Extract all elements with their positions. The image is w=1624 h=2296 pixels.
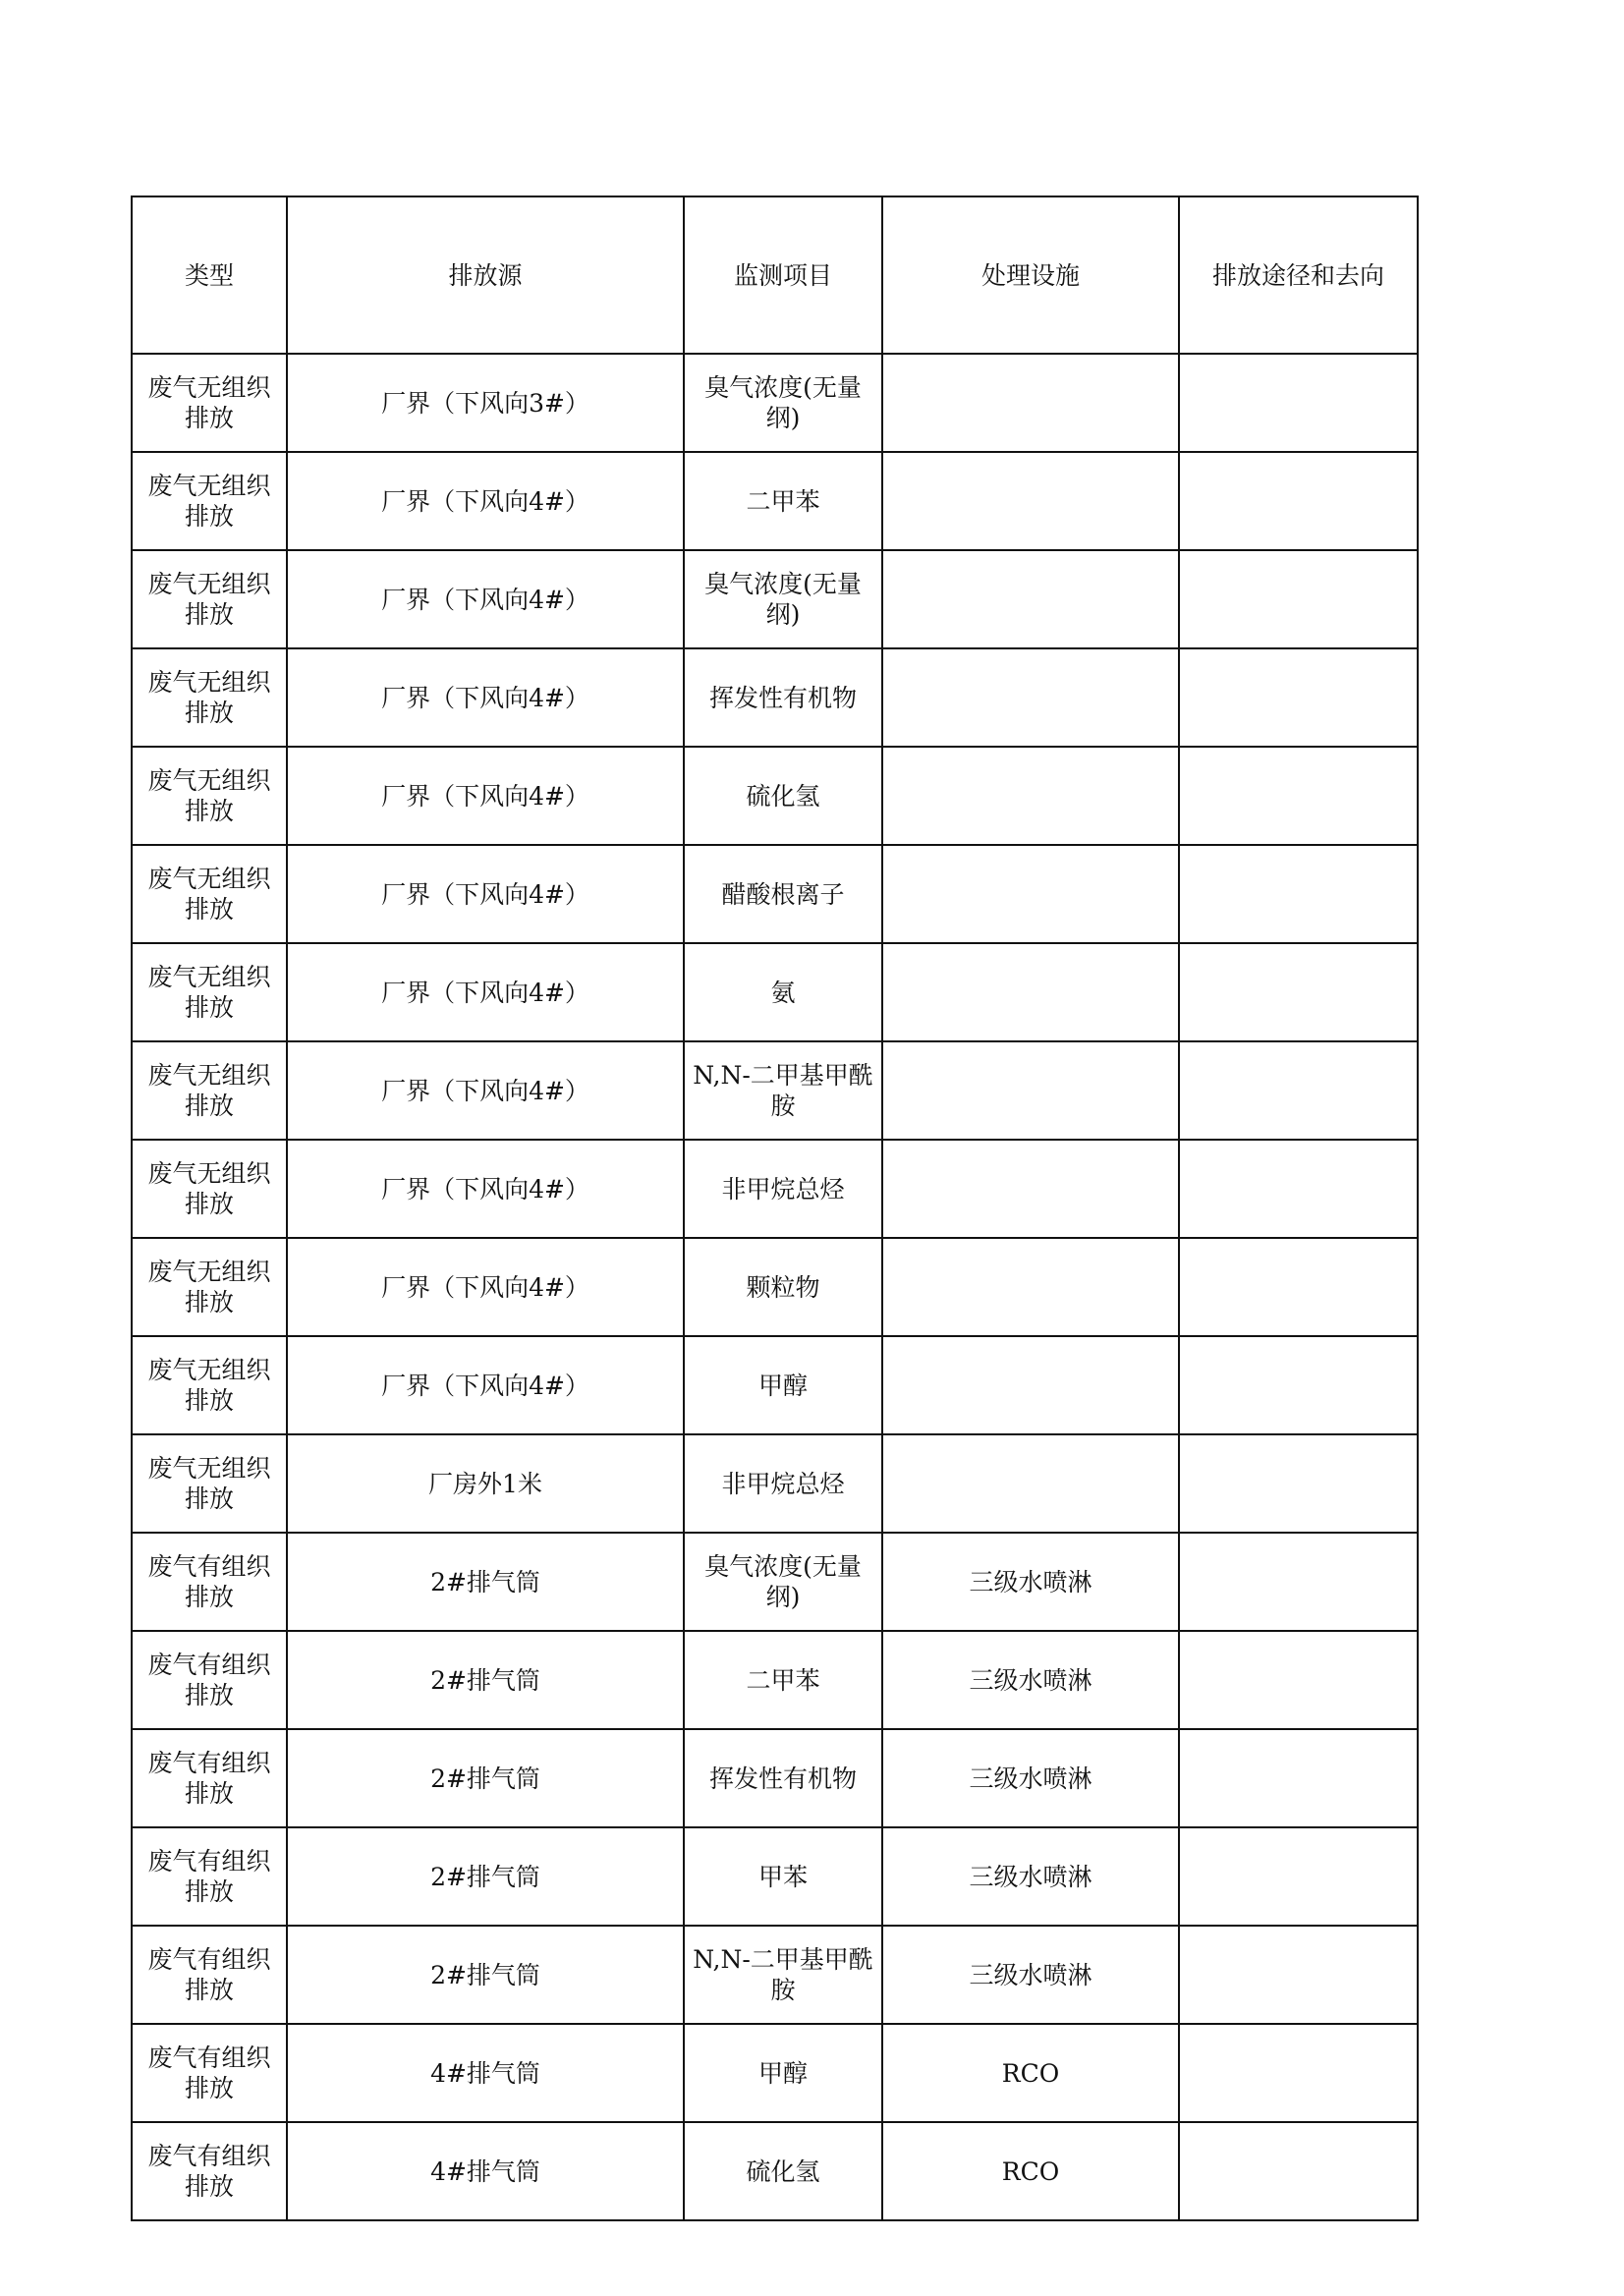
cell-source bbox=[287, 1140, 684, 1238]
cell-type-text: 废气无组织排放 bbox=[147, 1258, 271, 1316]
cell-type bbox=[132, 452, 287, 550]
cell-item bbox=[684, 1434, 882, 1533]
cell-source-text: 厂界（下风向4#） bbox=[381, 781, 589, 811]
cell-type bbox=[132, 1336, 287, 1434]
table-row bbox=[132, 845, 1418, 943]
header-facility-label: 处理设施 bbox=[980, 260, 1080, 290]
cell-route bbox=[1179, 2122, 1418, 2220]
cell-item-text: 臭气浓度(无量纲) bbox=[704, 570, 862, 629]
header-route bbox=[1179, 196, 1418, 354]
cell-type bbox=[132, 747, 287, 845]
cell-item bbox=[684, 452, 882, 550]
cell-item bbox=[684, 845, 882, 943]
cell-type bbox=[132, 1729, 287, 1827]
cell-type-text: 废气无组织排放 bbox=[147, 1356, 271, 1415]
cell-type-text: 废气无组织排放 bbox=[147, 1061, 271, 1120]
cell-facility bbox=[882, 845, 1179, 943]
cell-type bbox=[132, 1926, 287, 2024]
cell-source-text: 厂界（下风向4#） bbox=[381, 683, 589, 712]
cell-source-text: 2#排气筒 bbox=[430, 1960, 540, 1989]
table-row bbox=[132, 354, 1418, 452]
cell-item-text: 臭气浓度(无量纲) bbox=[704, 373, 862, 432]
header-type bbox=[132, 196, 287, 354]
cell-source-text: 厂界（下风向4#） bbox=[381, 879, 589, 909]
cell-item bbox=[684, 747, 882, 845]
cell-facility bbox=[882, 1041, 1179, 1140]
cell-item-text: 甲苯 bbox=[757, 1862, 808, 1891]
cell-item-text: 甲醇 bbox=[757, 1371, 808, 1400]
cell-source bbox=[287, 1827, 684, 1926]
cell-type-text: 废气无组织排放 bbox=[147, 1454, 271, 1513]
cell-type bbox=[132, 1533, 287, 1631]
cell-item-text: 非甲烷总烃 bbox=[721, 1174, 845, 1204]
cell-source-text: 厂界（下风向4#） bbox=[381, 978, 589, 1007]
cell-facility-text: 三级水喷淋 bbox=[969, 1862, 1092, 1891]
cell-source-text: 厂界（下风向4#） bbox=[381, 1076, 589, 1105]
cell-route bbox=[1179, 452, 1418, 550]
cell-route bbox=[1179, 1729, 1418, 1827]
cell-facility bbox=[882, 747, 1179, 845]
monitoring-table bbox=[131, 196, 1419, 2221]
cell-type-text: 废气有组织排放 bbox=[147, 1847, 271, 1906]
cell-source-text: 2#排气筒 bbox=[430, 1764, 540, 1793]
table-row bbox=[132, 747, 1418, 845]
cell-type bbox=[132, 845, 287, 943]
cell-source bbox=[287, 550, 684, 648]
cell-item-text: 挥发性有机物 bbox=[708, 683, 857, 712]
cell-item bbox=[684, 943, 882, 1041]
table-row bbox=[132, 1140, 1418, 1238]
cell-type-text: 废气有组织排放 bbox=[147, 1552, 271, 1611]
cell-facility bbox=[882, 1729, 1179, 1827]
cell-source bbox=[287, 648, 684, 747]
cell-type bbox=[132, 943, 287, 1041]
cell-source bbox=[287, 2024, 684, 2122]
cell-item bbox=[684, 1336, 882, 1434]
cell-source bbox=[287, 1729, 684, 1827]
cell-source-text: 厂界（下风向4#） bbox=[381, 1272, 589, 1302]
cell-source-text: 厂界（下风向4#） bbox=[381, 486, 589, 516]
table-row bbox=[132, 550, 1418, 648]
cell-source-text: 4#排气筒 bbox=[430, 2156, 540, 2186]
cell-route bbox=[1179, 943, 1418, 1041]
table-row bbox=[132, 1238, 1418, 1336]
cell-source-text: 厂界（下风向3#） bbox=[381, 388, 589, 418]
header-item bbox=[684, 196, 882, 354]
cell-route bbox=[1179, 648, 1418, 747]
table-row bbox=[132, 1336, 1418, 1434]
header-source-label: 排放源 bbox=[448, 260, 523, 290]
cell-type-text: 废气有组织排放 bbox=[147, 2044, 271, 2102]
cell-source-text: 2#排气筒 bbox=[430, 1665, 540, 1695]
cell-item-text: N,N-二甲基甲酰胺 bbox=[693, 1945, 873, 2004]
cell-source bbox=[287, 354, 684, 452]
cell-type-text: 废气无组织排放 bbox=[147, 766, 271, 825]
cell-item-text: 硫化氢 bbox=[746, 781, 820, 811]
cell-facility bbox=[882, 1827, 1179, 1926]
cell-item-text: 甲醇 bbox=[757, 2058, 808, 2088]
cell-type-text: 废气有组织排放 bbox=[147, 1651, 271, 1709]
cell-source bbox=[287, 747, 684, 845]
cell-route bbox=[1179, 1533, 1418, 1631]
cell-type-text: 废气无组织排放 bbox=[147, 865, 271, 924]
cell-source-text: 厂房外1米 bbox=[428, 1469, 542, 1498]
cell-item bbox=[684, 1140, 882, 1238]
cell-facility-text: RCO bbox=[1001, 2156, 1060, 2186]
table-row bbox=[132, 452, 1418, 550]
cell-item-text: 非甲烷总烃 bbox=[721, 1469, 845, 1498]
cell-source bbox=[287, 452, 684, 550]
cell-item bbox=[684, 2024, 882, 2122]
cell-facility-text: 三级水喷淋 bbox=[969, 1665, 1092, 1695]
cell-route bbox=[1179, 1336, 1418, 1434]
cell-facility bbox=[882, 2122, 1179, 2220]
header-route-label: 排放途径和去向 bbox=[1211, 260, 1384, 290]
cell-type-text: 废气无组织排放 bbox=[147, 373, 271, 432]
cell-facility bbox=[882, 1238, 1179, 1336]
cell-route bbox=[1179, 1238, 1418, 1336]
cell-item bbox=[684, 1827, 882, 1926]
header-item-label: 监测项目 bbox=[733, 260, 832, 290]
cell-source-text: 2#排气筒 bbox=[430, 1862, 540, 1891]
cell-source bbox=[287, 1533, 684, 1631]
cell-route bbox=[1179, 550, 1418, 648]
cell-type bbox=[132, 2122, 287, 2220]
cell-item-text: 氨 bbox=[770, 978, 796, 1007]
cell-source bbox=[287, 845, 684, 943]
cell-type-text: 废气有组织排放 bbox=[147, 2142, 271, 2201]
cell-source bbox=[287, 1926, 684, 2024]
cell-route bbox=[1179, 2024, 1418, 2122]
cell-route bbox=[1179, 747, 1418, 845]
table-row bbox=[132, 2024, 1418, 2122]
cell-item-text: 二甲苯 bbox=[746, 486, 820, 516]
cell-type-text: 废气无组织排放 bbox=[147, 668, 271, 727]
cell-route bbox=[1179, 1926, 1418, 2024]
cell-type-text: 废气无组织排放 bbox=[147, 570, 271, 629]
table-row bbox=[132, 1041, 1418, 1140]
table-row bbox=[132, 1827, 1418, 1926]
cell-type bbox=[132, 1140, 287, 1238]
cell-source bbox=[287, 1238, 684, 1336]
cell-route bbox=[1179, 354, 1418, 452]
cell-route bbox=[1179, 1434, 1418, 1533]
cell-item-text: 挥发性有机物 bbox=[708, 1764, 857, 1793]
cell-source bbox=[287, 1041, 684, 1140]
cell-facility bbox=[882, 648, 1179, 747]
cell-type bbox=[132, 648, 287, 747]
cell-facility bbox=[882, 1533, 1179, 1631]
cell-item-text: 硫化氢 bbox=[746, 2156, 820, 2186]
cell-type bbox=[132, 2024, 287, 2122]
cell-item-text: 颗粒物 bbox=[746, 1272, 820, 1302]
cell-item bbox=[684, 1729, 882, 1827]
cell-type bbox=[132, 1827, 287, 1926]
cell-route bbox=[1179, 1140, 1418, 1238]
cell-source-text: 2#排气筒 bbox=[430, 1567, 540, 1596]
header-facility bbox=[882, 196, 1179, 354]
cell-facility bbox=[882, 1926, 1179, 2024]
cell-item bbox=[684, 1238, 882, 1336]
cell-type bbox=[132, 550, 287, 648]
table-header-row bbox=[132, 196, 1418, 354]
cell-item bbox=[684, 354, 882, 452]
cell-type-text: 废气无组织排放 bbox=[147, 1159, 271, 1218]
table-row bbox=[132, 1533, 1418, 1631]
cell-type-text: 废气有组织排放 bbox=[147, 1749, 271, 1808]
monitoring-table-container bbox=[131, 196, 1417, 2221]
cell-source bbox=[287, 2122, 684, 2220]
cell-facility bbox=[882, 550, 1179, 648]
cell-facility bbox=[882, 452, 1179, 550]
cell-facility bbox=[882, 2024, 1179, 2122]
cell-source bbox=[287, 943, 684, 1041]
cell-item-text: 臭气浓度(无量纲) bbox=[704, 1552, 862, 1611]
cell-source bbox=[287, 1336, 684, 1434]
cell-route bbox=[1179, 1631, 1418, 1729]
cell-item bbox=[684, 648, 882, 747]
table-row bbox=[132, 2122, 1418, 2220]
cell-item-text: N,N-二甲基甲酰胺 bbox=[693, 1061, 873, 1120]
cell-source-text: 厂界（下风向4#） bbox=[381, 585, 589, 614]
cell-route bbox=[1179, 1041, 1418, 1140]
cell-type bbox=[132, 1041, 287, 1140]
cell-item bbox=[684, 550, 882, 648]
table-row bbox=[132, 1729, 1418, 1827]
header-source bbox=[287, 196, 684, 354]
cell-facility bbox=[882, 1434, 1179, 1533]
cell-item-text: 醋酸根离子 bbox=[721, 879, 845, 909]
cell-type bbox=[132, 1434, 287, 1533]
table-row bbox=[132, 1631, 1418, 1729]
cell-item bbox=[684, 2122, 882, 2220]
cell-facility-text: 三级水喷淋 bbox=[969, 1960, 1092, 1989]
cell-item bbox=[684, 1533, 882, 1631]
cell-facility bbox=[882, 943, 1179, 1041]
cell-facility bbox=[882, 1140, 1179, 1238]
cell-source-text: 4#排气筒 bbox=[430, 2058, 540, 2088]
cell-route bbox=[1179, 845, 1418, 943]
cell-type-text: 废气无组织排放 bbox=[147, 963, 271, 1022]
table-row bbox=[132, 943, 1418, 1041]
table-row bbox=[132, 1434, 1418, 1533]
cell-item-text: 二甲苯 bbox=[746, 1665, 820, 1695]
cell-facility-text: RCO bbox=[1001, 2058, 1060, 2088]
cell-source bbox=[287, 1434, 684, 1533]
cell-facility bbox=[882, 354, 1179, 452]
cell-source bbox=[287, 1631, 684, 1729]
cell-type bbox=[132, 1631, 287, 1729]
cell-type-text: 废气有组织排放 bbox=[147, 1945, 271, 2004]
cell-facility bbox=[882, 1336, 1179, 1434]
cell-type-text: 废气无组织排放 bbox=[147, 472, 271, 531]
cell-type bbox=[132, 354, 287, 452]
cell-item bbox=[684, 1926, 882, 2024]
cell-facility bbox=[882, 1631, 1179, 1729]
cell-type bbox=[132, 1238, 287, 1336]
cell-route bbox=[1179, 1827, 1418, 1926]
header-type-label: 类型 bbox=[184, 260, 234, 290]
cell-facility-text: 三级水喷淋 bbox=[969, 1567, 1092, 1596]
cell-item bbox=[684, 1041, 882, 1140]
table-row bbox=[132, 648, 1418, 747]
cell-facility-text: 三级水喷淋 bbox=[969, 1764, 1092, 1793]
cell-source-text: 厂界（下风向4#） bbox=[381, 1371, 589, 1400]
cell-source-text: 厂界（下风向4#） bbox=[381, 1174, 589, 1204]
cell-item bbox=[684, 1631, 882, 1729]
table-row bbox=[132, 1926, 1418, 2024]
